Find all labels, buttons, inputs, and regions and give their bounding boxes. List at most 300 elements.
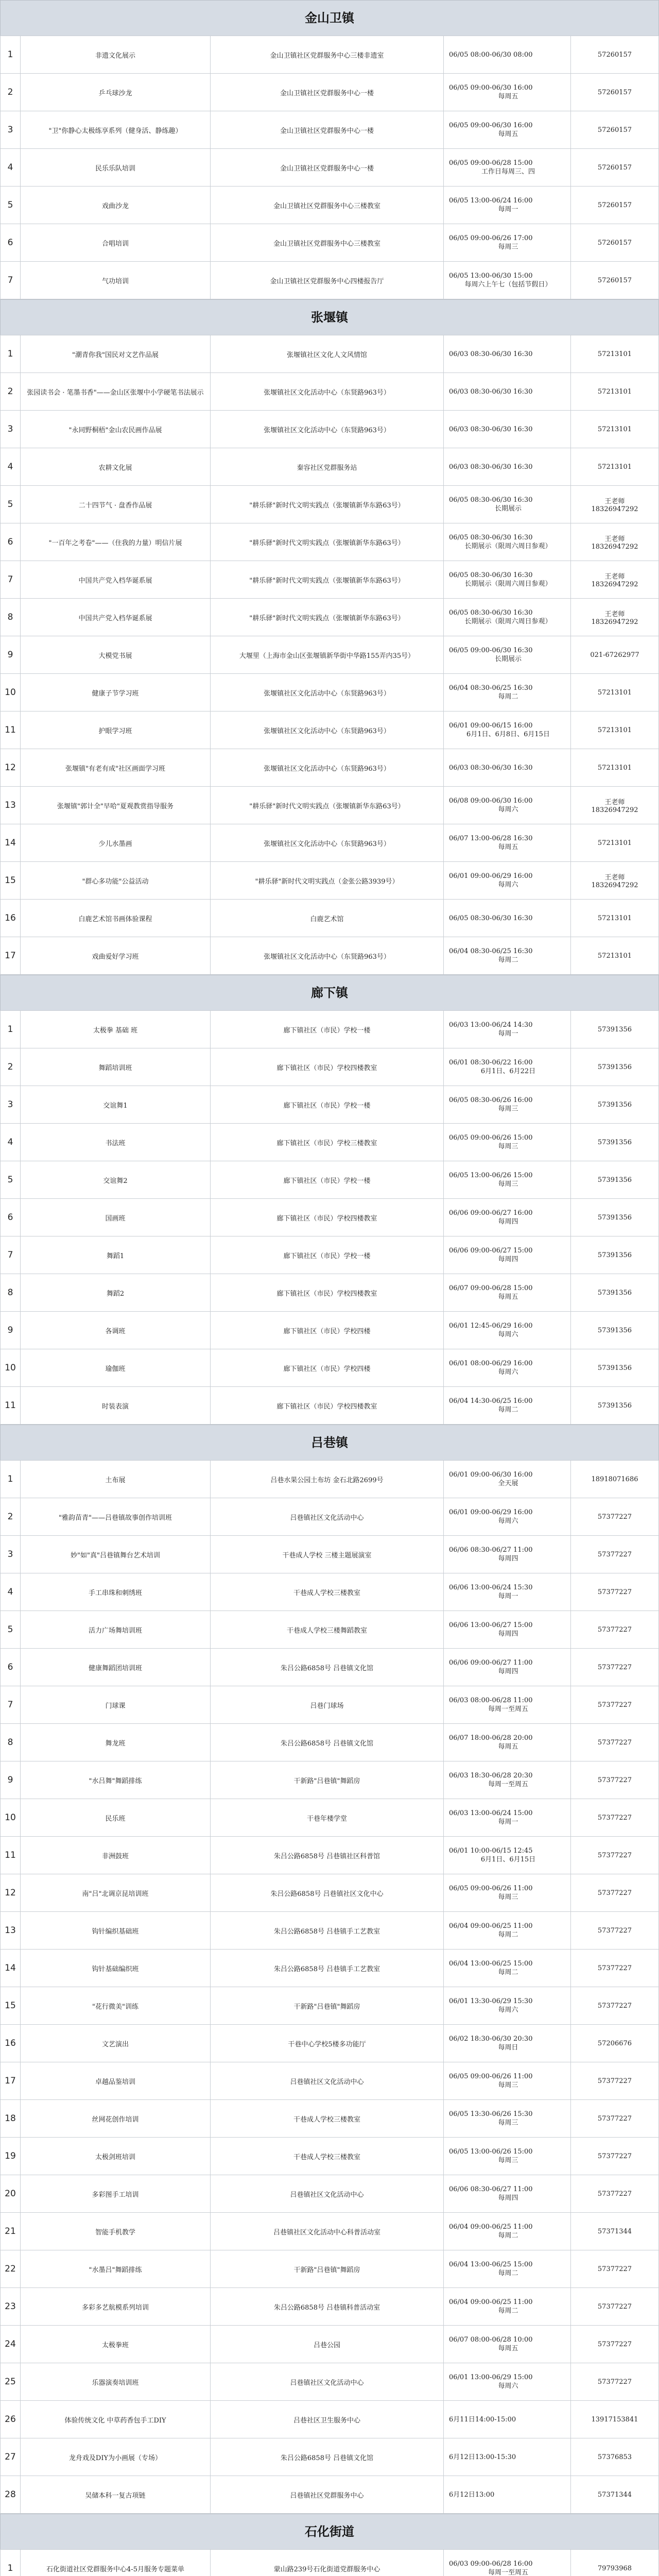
activity-time xyxy=(444,2401,571,2438)
row-number: 10 xyxy=(1,674,21,711)
contact-phone xyxy=(571,1387,659,1425)
activity-location: 金山卫镇社区党群服务中心一楼 xyxy=(211,111,444,149)
time-line: 06/07 08:00-06/28 10:00 xyxy=(449,2336,533,2344)
row-number: 8 xyxy=(1,1724,21,1761)
table-row xyxy=(1,1611,659,1649)
table-row xyxy=(1,2062,659,2100)
activity-location: 朱吕公路6858号 吕巷镇社区文化中心 xyxy=(211,1874,444,1912)
contact-phone xyxy=(571,149,659,187)
section-table xyxy=(0,335,659,975)
table-row xyxy=(1,599,659,636)
time-line: 06/05 08:30-06/26 16:00 xyxy=(449,1096,533,1104)
contact-phone xyxy=(571,1199,659,1236)
contact-phone xyxy=(571,1724,659,1761)
contact-phone xyxy=(571,1536,659,1573)
time-line: 每周六上午七（包括节假日） xyxy=(464,281,552,289)
activity-name: 南"吕"北调京昆培训班 xyxy=(21,1874,211,1912)
activity-name: 多彩图手工培训 xyxy=(21,2175,211,2213)
time-line: 每周一 xyxy=(498,1818,518,1826)
activity-name: 瑜伽班 xyxy=(21,1349,211,1387)
time-line: 6月1日、6月8日、6月15日 xyxy=(466,731,550,738)
table-row xyxy=(1,2401,659,2438)
activity-location: 干巷成人学校三楼教室 xyxy=(211,1573,444,1611)
row-number: 4 xyxy=(1,149,21,187)
time-line: 06/05 09:00-06/26 11:00 xyxy=(449,1885,533,1892)
activity-location: 干巷成人学校三楼舞蹈教室 xyxy=(211,1611,444,1649)
contact-phone xyxy=(571,749,659,787)
time-line: 长期展示（限周六周日参观） xyxy=(464,580,552,588)
activity-location: 金山卫镇社区党群服务中心一楼 xyxy=(211,74,444,111)
contact-line: 57391356 xyxy=(597,1326,632,1334)
activity-time xyxy=(444,262,571,299)
time-line: 06/01 13:30-06/29 15:30 xyxy=(449,1997,533,2005)
time-line: 06/07 18:00-06/28 20:00 xyxy=(449,1734,533,1742)
activity-name: 太极拳 基础 班 xyxy=(21,1011,211,1048)
row-number: 28 xyxy=(1,2476,21,2514)
activity-location: 张堰镇社区文化活动中心（东贤路963号） xyxy=(211,411,444,448)
time-line: 每周五 xyxy=(498,2345,518,2352)
time-line: 6月12日13:00 xyxy=(449,2490,495,2499)
row-number: 16 xyxy=(1,900,21,937)
contact-phone xyxy=(571,1874,659,1912)
contact-line: 王老师 xyxy=(604,498,625,505)
time-line: 每周日 xyxy=(498,2044,518,2052)
section-table xyxy=(0,36,659,299)
row-number: 21 xyxy=(1,2213,21,2250)
contact-phone xyxy=(571,373,659,411)
time-line: 06/03 08:30-06/30 16:30 xyxy=(449,463,533,471)
time-line: 每周六 xyxy=(498,881,518,889)
activity-location: "耕乐驿"新时代文明实践点（张堰镇新华东路63号） xyxy=(211,787,444,824)
time-line: 06/05 08:00-06/30 08:00 xyxy=(449,50,533,59)
contact-line: 57377227 xyxy=(597,1550,632,1558)
table-row xyxy=(1,36,659,74)
table-row xyxy=(1,1536,659,1573)
activity-location: 朱吕公路6858号 吕巷镇文化馆 xyxy=(211,2438,444,2476)
contact-line: 57377227 xyxy=(597,1776,632,1784)
time-line: 06/01 12:45-06/29 16:00 xyxy=(449,1322,533,1330)
row-number: 26 xyxy=(1,2401,21,2438)
section-table xyxy=(0,1010,659,1425)
time-line: 每周三 xyxy=(498,243,518,251)
time-line: 每周五 xyxy=(498,93,518,100)
row-number: 14 xyxy=(1,824,21,862)
time-line: 06/05 08:30-06/30 16:30 xyxy=(449,534,533,541)
activity-location: 金山卫镇社区党群服务中心四楼报告厅 xyxy=(211,262,444,299)
contact-phone xyxy=(571,1799,659,1837)
contact-line: 57391356 xyxy=(597,1401,632,1410)
activity-location: 张堰镇社区文化活动中心（东贤路963号） xyxy=(211,711,444,749)
activity-name: "一百年之考卷"——（住我的力量）明信片展 xyxy=(21,523,211,561)
activity-time xyxy=(444,373,571,411)
row-number: 10 xyxy=(1,1349,21,1387)
table-row xyxy=(1,2363,659,2401)
table-row xyxy=(1,74,659,111)
activity-location: 廊下镇社区（市民）学校四楼 xyxy=(211,1349,444,1387)
activity-name: 民乐班 xyxy=(21,1799,211,1837)
contact-phone xyxy=(571,523,659,561)
activity-time xyxy=(444,187,571,224)
contact-line: 57206676 xyxy=(597,2039,632,2047)
activity-time xyxy=(444,1837,571,1874)
time-line: 每周六 xyxy=(498,1517,518,1525)
contact-line: 57377227 xyxy=(597,1663,632,1671)
contact-line: 57213101 xyxy=(597,764,632,772)
row-number: 9 xyxy=(1,1761,21,1799)
activity-location: "耕乐驿"新时代文明实践点（张堰镇新华东路63号） xyxy=(211,561,444,599)
activity-location: 干巷成人学校三楼教室 xyxy=(211,2100,444,2138)
row-number: 18 xyxy=(1,2100,21,2138)
activity-location: 金山卫镇社区党群服务中心三楼非遗室 xyxy=(211,36,444,74)
activity-name: 文艺演出 xyxy=(21,2025,211,2062)
activity-time xyxy=(444,74,571,111)
contact-phone xyxy=(571,1161,659,1199)
time-line: 每周三 xyxy=(498,2157,518,2164)
activity-time xyxy=(444,149,571,187)
time-line: 06/01 09:00-06/15 16:00 xyxy=(449,722,533,730)
activity-name: 健康子节学习班 xyxy=(21,674,211,711)
activity-time xyxy=(444,2550,571,2576)
time-line: 每周一至周五 xyxy=(488,1781,528,1788)
time-line: 每周三 xyxy=(498,1143,518,1150)
row-number: 11 xyxy=(1,711,21,749)
table-row xyxy=(1,187,659,224)
activity-name: "水墨吕"舞蹈排练 xyxy=(21,2250,211,2288)
time-line: 长期展示 xyxy=(494,655,522,663)
row-number: 6 xyxy=(1,523,21,561)
time-line: 06/05 09:00-06/26 11:00 xyxy=(449,2073,533,2080)
activity-name: 张堰镇"有老有成"社区画面学习班 xyxy=(21,749,211,787)
time-line: 06/01 09:00-06/29 16:00 xyxy=(449,872,533,880)
activity-time xyxy=(444,1912,571,1950)
contact-line: 57371344 xyxy=(597,2490,632,2499)
contact-phone xyxy=(571,1236,659,1274)
table-row xyxy=(1,561,659,599)
activity-time xyxy=(444,2288,571,2326)
row-number: 6 xyxy=(1,1649,21,1686)
contact-phone xyxy=(571,1987,659,2025)
activity-location: "耕乐驿"新时代文明实践点（金张公路3939号） xyxy=(211,862,444,900)
contact-phone xyxy=(571,1611,659,1649)
row-number: 1 xyxy=(1,2550,21,2576)
activity-location: 干新路"吕巷镇"舞蹈房 xyxy=(211,1761,444,1799)
activity-location: 廊下镇社区（市民）学校四楼教室 xyxy=(211,1199,444,1236)
contact-line: 57377227 xyxy=(597,1851,632,1859)
time-line: 06/05 13:00-06/26 15:00 xyxy=(449,2148,533,2156)
time-line: 06/04 08:30-06/25 16:30 xyxy=(449,947,533,955)
time-line: 06/04 13:00-06/25 15:00 xyxy=(449,2261,533,2268)
row-number: 12 xyxy=(1,749,21,787)
time-line: 06/04 09:00-06/25 11:00 xyxy=(449,2223,533,2231)
section-header: 吕巷镇 xyxy=(0,1425,659,1460)
row-number: 19 xyxy=(1,2138,21,2175)
table-row xyxy=(1,1649,659,1686)
activity-time xyxy=(444,1461,571,1498)
contact-line: 57377227 xyxy=(597,2077,632,2085)
activity-name: "花行微美"训练 xyxy=(21,1987,211,2025)
activity-name: 舞蹈1 xyxy=(21,1236,211,1274)
contact-line: 王老师 xyxy=(604,535,625,543)
row-number: 9 xyxy=(1,1312,21,1349)
time-line: 全天展 xyxy=(498,1480,518,1487)
activity-time xyxy=(444,2100,571,2138)
contact-line: 王老师 xyxy=(604,799,625,806)
time-line: 06/03 13:00-06/24 15:00 xyxy=(449,1809,533,1817)
activity-name: 合唱培训 xyxy=(21,224,211,262)
activity-time xyxy=(444,448,571,486)
table-row xyxy=(1,411,659,448)
row-number: 1 xyxy=(1,335,21,373)
activity-location: 吕巷镇社区文化活动中心 xyxy=(211,2062,444,2100)
activity-time xyxy=(444,2025,571,2062)
activity-time xyxy=(444,1161,571,1199)
time-line: 06/05 13:00-06/24 16:00 xyxy=(449,197,533,205)
time-line: 每周二 xyxy=(498,1406,518,1414)
activity-time xyxy=(444,1686,571,1724)
table-row xyxy=(1,824,659,862)
time-line: 06/03 08:00-06/28 11:00 xyxy=(449,1697,533,1704)
contact-phone xyxy=(571,1349,659,1387)
activity-time xyxy=(444,787,571,824)
time-line: 每周六 xyxy=(498,2382,518,2390)
activity-time xyxy=(444,1124,571,1161)
time-line: 每周六 xyxy=(498,2006,518,2014)
table-row xyxy=(1,2213,659,2250)
contact-phone xyxy=(571,2250,659,2288)
activity-time xyxy=(444,1649,571,1686)
section-header: 廊下镇 xyxy=(0,975,659,1010)
table-row xyxy=(1,224,659,262)
activity-time xyxy=(444,900,571,937)
contact-phone xyxy=(571,1950,659,1987)
contact-line: 57213101 xyxy=(597,952,632,960)
activity-location: 白鹿艺术馆 xyxy=(211,900,444,937)
activity-name: 钩针基础编织班 xyxy=(21,1950,211,1987)
activity-time xyxy=(444,1799,571,1837)
contact-phone xyxy=(571,636,659,674)
contact-phone xyxy=(571,1086,659,1124)
activity-time xyxy=(444,1874,571,1912)
contact-line: 57377227 xyxy=(597,1814,632,1822)
contact-line: 57377227 xyxy=(597,1625,632,1634)
activity-time xyxy=(444,1724,571,1761)
table-row xyxy=(1,1274,659,1312)
activity-location: 吕巷镇社区党群服务中心 xyxy=(211,2476,444,2514)
time-line: 06/02 18:30-06/30 20:30 xyxy=(449,2035,533,2043)
activity-name: 舞蹈2 xyxy=(21,1274,211,1312)
contact-line: 57260157 xyxy=(597,88,632,96)
contact-phone xyxy=(571,1312,659,1349)
row-number: 4 xyxy=(1,1124,21,1161)
activity-time xyxy=(444,1274,571,1312)
activity-location: 廊下镇社区（市民）学校四楼教室 xyxy=(211,1048,444,1086)
time-line: 06/05 09:00-06/30 16:00 xyxy=(449,84,533,92)
activity-time xyxy=(444,224,571,262)
activity-time xyxy=(444,937,571,975)
time-line: 6月11日14:00-15:00 xyxy=(449,2415,516,2424)
contact-phone xyxy=(571,2326,659,2363)
table-row xyxy=(1,1124,659,1161)
contact-phone xyxy=(571,824,659,862)
time-line: 长期展示（限周六周日参观） xyxy=(464,543,552,550)
contact-line: 13917153841 xyxy=(591,2415,638,2424)
contact-line: 57260157 xyxy=(597,50,632,59)
activity-time xyxy=(444,862,571,900)
time-line: 每周四 xyxy=(498,1668,518,1675)
contact-line: 57377227 xyxy=(597,2002,632,2010)
contact-line: 57371344 xyxy=(597,2227,632,2235)
activity-name: 钩针编织基础班 xyxy=(21,1912,211,1950)
contact-line: 57377227 xyxy=(597,2265,632,2273)
activity-name: 石化街道社区党群服务中心4-5月服务专题菜单 xyxy=(21,2550,211,2576)
time-line: 06/06 09:00-06/27 16:00 xyxy=(449,1209,533,1217)
contact-phone xyxy=(571,2401,659,2438)
row-number: 1 xyxy=(1,36,21,74)
activity-name: 交谊舞2 xyxy=(21,1161,211,1199)
time-line: 06/04 09:00-06/25 11:00 xyxy=(449,2298,533,2306)
table-row xyxy=(1,1011,659,1048)
activity-name: 张堰镇"郭计全"早哈"夏观教赏指导服务 xyxy=(21,787,211,824)
activity-time xyxy=(444,1761,571,1799)
table-row xyxy=(1,523,659,561)
time-line: 06/05 08:30-06/30 16:30 xyxy=(449,914,533,922)
table-row xyxy=(1,749,659,787)
table-row xyxy=(1,1387,659,1425)
activity-name: 非遗文化展示 xyxy=(21,36,211,74)
contact-line: 57376853 xyxy=(597,2453,632,2461)
time-line: 工作日每周三、四 xyxy=(481,168,535,176)
activity-time xyxy=(444,111,571,149)
time-line: 06/05 08:30-06/30 16:30 xyxy=(449,609,533,617)
time-line: 06/06 08:30-06/27 11:00 xyxy=(449,1546,533,1554)
activity-name: "水吕舞"舞蹈排练 xyxy=(21,1761,211,1799)
activity-time xyxy=(444,486,571,523)
contact-line: 57391356 xyxy=(597,1025,632,1033)
table-row xyxy=(1,2175,659,2213)
activity-time xyxy=(444,2213,571,2250)
table-row xyxy=(1,1837,659,1874)
activity-time xyxy=(444,335,571,373)
row-number: 8 xyxy=(1,599,21,636)
activity-name: "雅韵苗青"——吕巷镇故事创作培训班 xyxy=(21,1498,211,1536)
row-number: 5 xyxy=(1,1161,21,1199)
time-line: 06/03 08:30-06/30 16:30 xyxy=(449,425,533,433)
contact-line: 18326947292 xyxy=(591,618,638,626)
activity-name: 非洲鼓班 xyxy=(21,1837,211,1874)
activity-location: 朱吕公路6858号 吕巷镇文化馆 xyxy=(211,1724,444,1761)
activity-location: 吕巷水果公园土布坊 金石北路2699号 xyxy=(211,1461,444,1498)
activity-location: 张堰镇社区文化活动中心（东贤路963号） xyxy=(211,674,444,711)
contact-phone xyxy=(571,448,659,486)
contact-line: 57260157 xyxy=(597,201,632,209)
time-line: 每周一 xyxy=(498,206,518,213)
activity-name: 体验传统文化 中草药香包手工DIY xyxy=(21,2401,211,2438)
activity-time xyxy=(444,1573,571,1611)
row-number: 5 xyxy=(1,486,21,523)
activity-location: 朱吕公路6858号 吕巷镇科普活动室 xyxy=(211,2288,444,2326)
row-number: 1 xyxy=(1,1461,21,1498)
activity-time xyxy=(444,599,571,636)
activity-location: 干巷年楼学堂 xyxy=(211,1799,444,1837)
activity-location: 张堰镇社区文化活动中心（东贤路963号） xyxy=(211,937,444,975)
row-number: 24 xyxy=(1,2326,21,2363)
activity-location: 廊下镇社区（市民）学校四楼教室 xyxy=(211,1274,444,1312)
time-line: 06/05 13:00-06/30 15:00 xyxy=(449,272,533,280)
time-line: 06/04 09:00-06/25 11:00 xyxy=(449,1922,533,1930)
activity-time xyxy=(444,1349,571,1387)
activity-time xyxy=(444,749,571,787)
activity-location: 吕巷社区卫生服务中心 xyxy=(211,2401,444,2438)
time-line: 每周五 xyxy=(498,1743,518,1751)
time-line: 每周六 xyxy=(498,806,518,814)
contact-line: 57391356 xyxy=(597,1251,632,1259)
activity-time xyxy=(444,2175,571,2213)
activity-location: 张堰镇社区文化人文风情馆 xyxy=(211,335,444,373)
contact-line: 18326947292 xyxy=(591,882,638,889)
activity-location: 吕巷镇社区文化活动中心 xyxy=(211,2175,444,2213)
table-row xyxy=(1,373,659,411)
time-line: 每周五 xyxy=(498,130,518,138)
activity-time xyxy=(444,636,571,674)
row-number: 4 xyxy=(1,448,21,486)
table-row xyxy=(1,2250,659,2288)
table-row xyxy=(1,149,659,187)
row-number: 23 xyxy=(1,2288,21,2326)
activity-location: 张堰镇社区文化活动中心（东贤路963号） xyxy=(211,824,444,862)
activity-name: 乐器演奏培训班 xyxy=(21,2363,211,2401)
time-line: 06/01 09:00-06/29 16:00 xyxy=(449,1509,533,1516)
time-line: 6月1日、6月22日 xyxy=(480,1067,536,1075)
table-row xyxy=(1,1912,659,1950)
table-row xyxy=(1,1761,659,1799)
contact-line: 18326947292 xyxy=(591,543,638,551)
contact-phone xyxy=(571,111,659,149)
time-line: 06/01 08:30-06/22 16:00 xyxy=(449,1059,533,1066)
contact-phone xyxy=(571,1011,659,1048)
activity-name: 智能手机教学 xyxy=(21,2213,211,2250)
activity-time xyxy=(444,411,571,448)
contact-line: 57377227 xyxy=(597,2302,632,2311)
time-line: 06/05 09:00-06/26 17:00 xyxy=(449,234,533,242)
activity-location: 廊下镇社区（市民）学校一楼 xyxy=(211,1086,444,1124)
activity-location: 吕巷镇社区文化活动中心 xyxy=(211,1498,444,1536)
contact-line: 王老师 xyxy=(604,874,625,882)
row-number: 7 xyxy=(1,262,21,299)
table-row xyxy=(1,787,659,824)
time-line: 每周三 xyxy=(498,2119,518,2127)
time-line: 06/06 09:00-06/27 15:00 xyxy=(449,1247,533,1255)
contact-line: 57377227 xyxy=(597,2378,632,2386)
contact-phone xyxy=(571,1048,659,1086)
time-line: 每周二 xyxy=(498,1931,518,1939)
contact-phone xyxy=(571,599,659,636)
contact-phone xyxy=(571,2100,659,2138)
activity-location: 秦容社区党群服务站 xyxy=(211,448,444,486)
activity-location: 廊下镇社区（市民）学校一楼 xyxy=(211,1236,444,1274)
activity-location: 干巷中心学校5楼多功能厅 xyxy=(211,2025,444,2062)
table-row xyxy=(1,1349,659,1387)
table-row xyxy=(1,1799,659,1837)
table-row xyxy=(1,1312,659,1349)
table-row xyxy=(1,2438,659,2476)
contact-line: 57391356 xyxy=(597,1364,632,1372)
table-row xyxy=(1,1950,659,1987)
table-row xyxy=(1,335,659,373)
contact-line: 57213101 xyxy=(597,839,632,847)
row-number: 2 xyxy=(1,1048,21,1086)
section-header: 石化街道 xyxy=(0,2514,659,2549)
activity-time xyxy=(444,1199,571,1236)
